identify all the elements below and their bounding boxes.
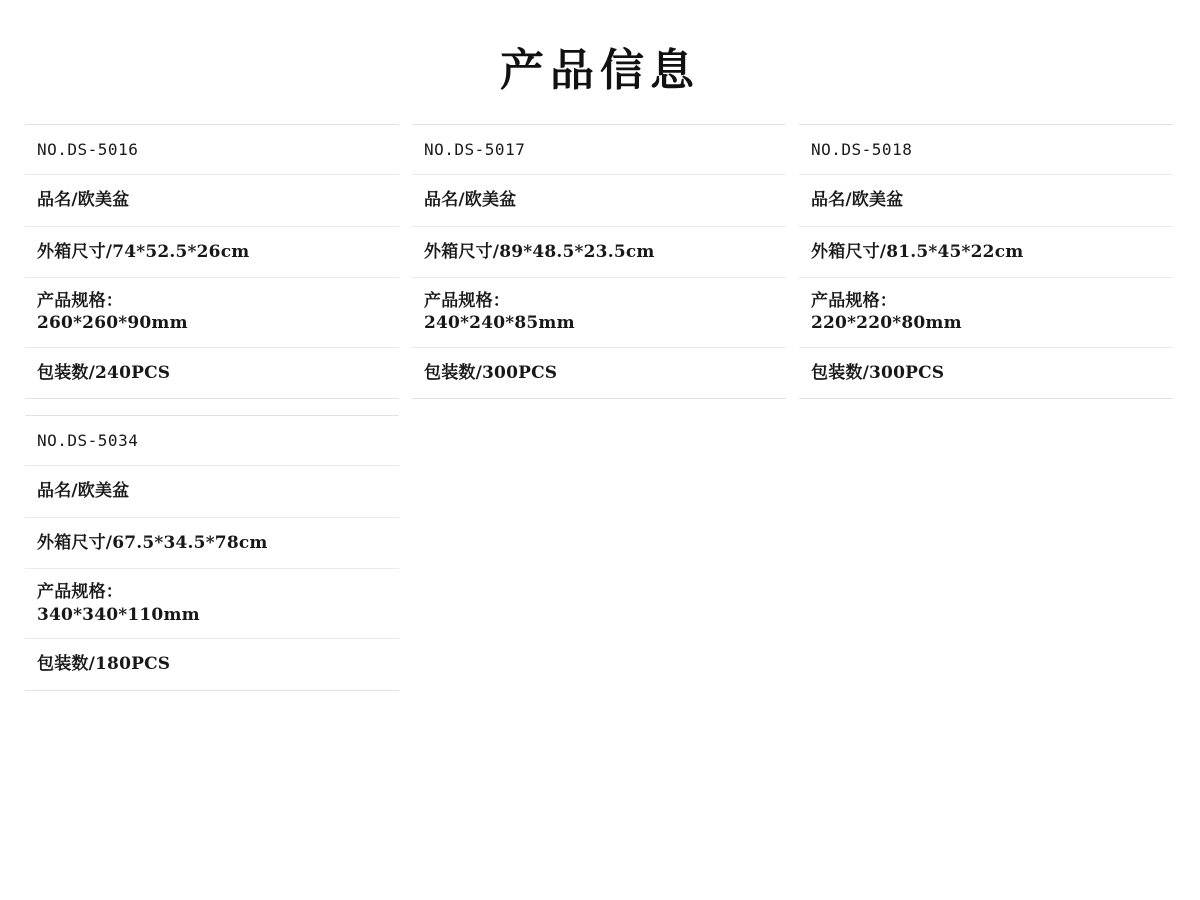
product-specification [412,278,786,348]
product-name: 品名/欧美盆 [25,175,399,226]
product-carton-size: 外箱尺寸/67.5*34.5*78cm [25,518,399,569]
product-carton-size: 外箱尺寸/74*52.5*26cm [25,227,399,278]
empty-slot [799,415,1173,690]
product-card [412,124,786,399]
column-gap [399,124,412,399]
page-title: 产品信息 [500,45,700,96]
product-card [25,415,399,690]
product-carton-size: 外箱尺寸/81.5*45*22cm [799,227,1173,278]
product-specification-value: 220*220*80mm [811,313,962,334]
product-number: NO.DS-5017 [412,125,786,175]
product-packing-quantity: 包装数/300PCS [424,362,558,383]
product-specification [25,569,399,639]
product-specification-value: 240*240*85mm [424,313,575,334]
empty-slot [412,415,786,690]
product-packing-quantity: 包装数/180PCS [37,654,171,675]
product-number: NO.DS-5018 [799,125,1173,175]
column-gap [786,415,799,690]
product-name: 品名/欧美盆 [25,466,399,517]
product-card-row-1 [25,124,1175,399]
product-specification-label: 产品规格： [424,290,510,311]
column-gap [399,415,412,690]
product-number: NO.DS-5034 [25,416,399,466]
product-name: 品名/欧美盆 [799,175,1173,226]
product-card [799,124,1173,399]
product-number: NO.DS-5016 [25,125,399,175]
product-carton-size: 外箱尺寸/89*48.5*23.5cm [412,227,786,278]
product-specification-value: 260*260*90mm [37,313,188,334]
column-gap [786,124,799,399]
product-specification-label: 产品规格： [37,582,123,603]
product-specification [799,278,1173,348]
product-name: 品名/欧美盆 [412,175,786,226]
product-packing-quantity: 包装数/300PCS [811,362,945,383]
product-specification-label: 产品规格： [811,290,897,311]
product-specification [25,278,399,348]
product-specification-label: 产品规格： [37,290,123,311]
product-packing-quantity: 包装数/240PCS [37,362,171,383]
product-card [25,124,399,399]
product-specification-value: 340*340*110mm [37,604,200,625]
product-card-row-2 [25,415,1175,690]
